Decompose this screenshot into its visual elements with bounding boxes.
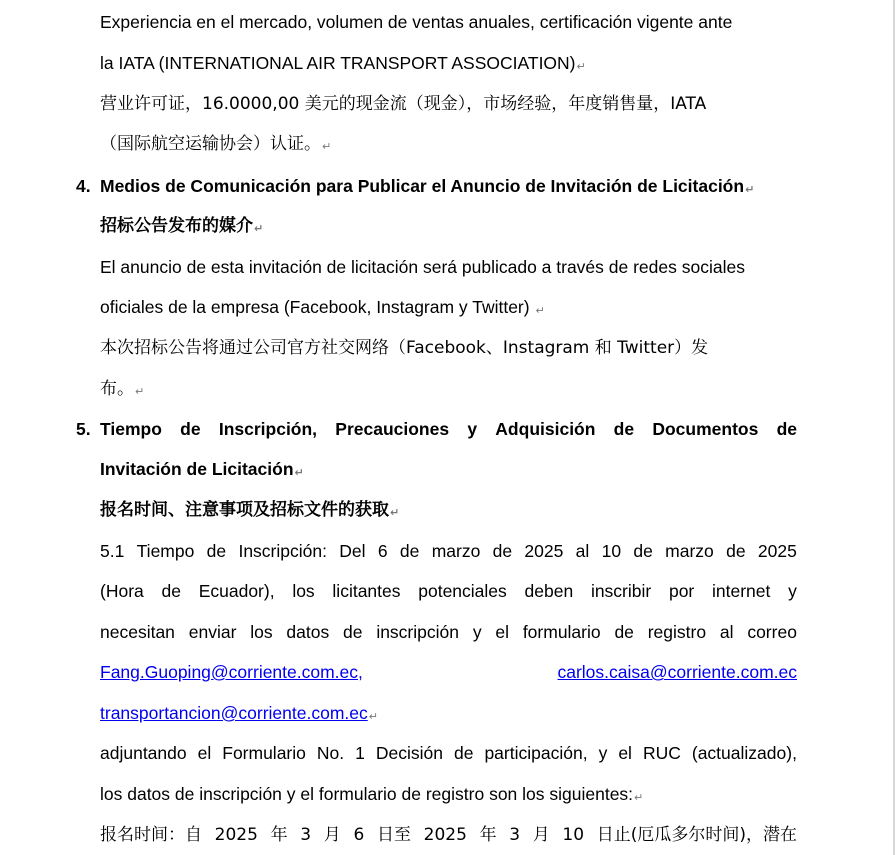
section-5-title-cn: 报名时间、注意事项及招标文件的获取↵ — [100, 500, 400, 520]
paragraph-mark-icon: ↵ — [390, 506, 400, 519]
paragraph-mark-icon: ↵ — [576, 61, 586, 73]
email-link-fang-guoping[interactable]: Fang.Guoping@corriente.com.ec, — [100, 662, 363, 682]
section-5-number: 5. — [76, 419, 91, 439]
section-4-title-cn: 招标公告发布的媒介↵ — [100, 216, 264, 236]
section-5-title-es-line-1: Tiempo de Inscripción, Precauciones y Adquisición de Documentos de — [100, 419, 797, 439]
paragraph-mark-icon: ↵ — [745, 184, 755, 196]
section-4-body-es-line-1: El anuncio de esta invitación de licitación será publicado a través de redes sociales — [100, 257, 745, 277]
section-5-title-es-line-2: Invitación de Licitación↵ — [100, 459, 304, 479]
paragraph-mark-icon: ↵ — [135, 385, 145, 398]
item-5-1-line-3: necesitan enviar los datos de inscripción y el formulario de registro al correo — [100, 622, 797, 642]
email-link-transportancion[interactable]: transportancion@corriente.com.ec — [100, 703, 368, 723]
item-5-1-line-2: (Hora de Ecuador), los licitantes potenciales deben inscribir por internet y — [100, 581, 797, 601]
item-5-1-line-6: los datos de inscripción y el formulario de registro son los siguientes:↵ — [100, 784, 644, 804]
section-4-title-es: Medios de Comunicación para Publicar el Anuncio de Invitación de Licitación↵ — [100, 176, 755, 196]
item-5-1-line-5: adjuntando el Formulario No. 1 Decisión de participación, y el RUC (actualizado), — [100, 743, 797, 763]
paragraph-mark-icon: ↵ — [634, 792, 644, 804]
item-5-1-email-line-2 — [100, 698, 797, 728]
email-link-carlos-caisa[interactable]: carlos.caisa@corriente.com.ec — [557, 662, 797, 682]
section-4-body-cn-line-1: 本次招标公告将通过公司官方社交网络（Facebook、Instagram 和 Twitter）发 — [100, 338, 709, 358]
item-5-1-line-1: 5.1 Tiempo de Inscripción: Del 6 de marzo de 2025 al 10 de marzo de 2025 — [100, 541, 797, 561]
requirements-es-line-2: la IATA (INTERNATIONAL AIR TRANSPORT ASSOCIATION)↵ — [100, 53, 586, 73]
section-4-body-es-line-2: oficiales de la empresa (Facebook, Instagram y Twitter) ↵ — [100, 297, 545, 317]
section-4-body-cn-line-2: 布。↵ — [100, 379, 145, 399]
requirements-cn-line-1: 营业许可证，16.0000,00 美元的现金流（现金），市场经验，年度销售量，IATA — [100, 94, 707, 114]
paragraph-mark-icon: ↵ — [368, 711, 378, 723]
paragraph-mark-icon: ↵ — [254, 222, 264, 235]
requirements-cn-line-2: （国际航空运输协会）认证。↵ — [100, 134, 332, 154]
requirements-es-line-1: Experiencia en el mercado, volumen de ventas anuales, certificación vigente ante — [100, 12, 733, 32]
paragraph-mark-icon: ↵ — [294, 467, 304, 479]
item-5-1-cn-line: 报名时间：自 2025 年 3 月 6 日至 2025 年 3 月 10 日止(厄瓜多尔时间)，潜在 — [100, 825, 797, 845]
paragraph-mark-icon: ↵ — [535, 305, 545, 317]
paragraph-mark-icon: ↵ — [322, 140, 332, 153]
item-5-1-email-line — [100, 657, 797, 687]
section-4-number: 4. — [76, 176, 91, 196]
